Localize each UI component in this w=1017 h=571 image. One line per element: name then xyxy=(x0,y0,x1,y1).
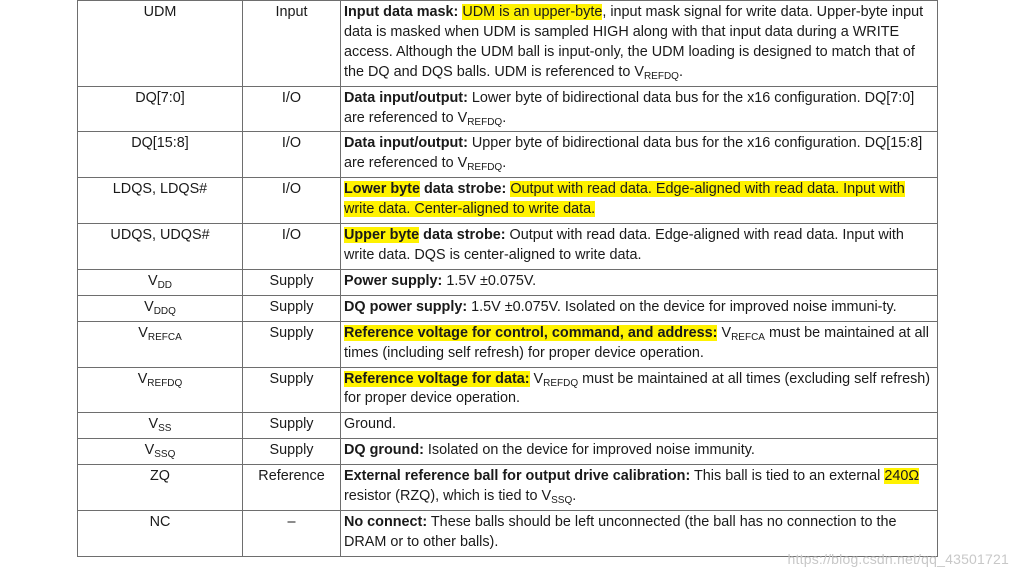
type-cell: I/O xyxy=(243,224,341,270)
symbol-main: V xyxy=(138,324,148,341)
highlight: UDM is an upper-byte xyxy=(462,4,603,20)
description-text: Lower byte of bidirectional data bus for the x16 configuration. DQ[7:0] are referenced to V xyxy=(344,89,915,126)
description-title: Data input/output: xyxy=(344,135,468,152)
description-cell xyxy=(341,439,938,465)
subscript: REFDQ xyxy=(467,162,503,174)
description-text: Upper byte of bidirectional data bus for the x16 configuration. DQ[15:8] are referenced to V xyxy=(344,135,923,172)
symbol-cell xyxy=(78,439,243,465)
table-row xyxy=(78,178,938,224)
description-cell xyxy=(341,295,938,321)
subscript: SSQ xyxy=(551,495,573,507)
type-cell: Supply xyxy=(243,413,341,439)
table-row xyxy=(78,86,938,132)
description-title: Reference voltage for data: xyxy=(344,370,530,387)
description-title: DQ power supply: xyxy=(344,298,468,315)
table-row xyxy=(78,510,938,556)
symbol-cell: ZQ xyxy=(78,465,243,511)
type-cell: – xyxy=(243,510,341,556)
description-text: . xyxy=(502,155,507,172)
subscript: DD xyxy=(157,279,173,291)
description-cell xyxy=(341,86,938,132)
table-row xyxy=(78,132,938,178)
subscript: DDQ xyxy=(153,305,176,317)
type-cell: I/O xyxy=(243,132,341,178)
type-cell: I/O xyxy=(243,86,341,132)
symbol-cell xyxy=(78,321,243,367)
description-cell xyxy=(341,132,938,178)
symbol-cell: LDQS, LDQS# xyxy=(78,178,243,224)
table-row xyxy=(78,439,938,465)
description-cell xyxy=(341,465,938,511)
table-row xyxy=(78,295,938,321)
description-cell xyxy=(341,321,938,367)
pin-description-table xyxy=(77,0,938,557)
description-text: 1.5V ±0.075V. xyxy=(442,272,537,289)
description-text: , input mask signal for write data. Upper-byte input data is masked when UDM is sampled HIGH along with that input data during a WRITE access. Although the UDM ball is input-only, the UDM loading is designed to match that of the DQ and DQS balls. UDM is referenced to V xyxy=(344,4,924,80)
description-text: . xyxy=(572,488,577,505)
symbol-main: V xyxy=(147,272,158,289)
symbol-cell xyxy=(78,367,243,413)
description-title: DQ ground: xyxy=(344,442,424,459)
subscript: REFDQ xyxy=(543,377,579,389)
symbol-main: V xyxy=(148,416,159,433)
description-cell xyxy=(341,510,938,556)
description-title: Input data mask: xyxy=(344,4,459,20)
highlight: Output with read data. Edge-aligned with read data. Input with write data. Center-aligned to write data. xyxy=(344,181,905,218)
description-title: Data input/output: xyxy=(344,89,468,106)
description-title: data strobe: xyxy=(419,181,507,198)
description-cell xyxy=(341,269,938,295)
subscript: REFDQ xyxy=(467,116,503,128)
description-title: data strobe: xyxy=(419,227,506,244)
highlight: Upper byte xyxy=(344,227,420,244)
subscript: SS xyxy=(158,423,172,435)
description-cell xyxy=(341,1,938,87)
watermark: https://blog.csdn.net/qq_43501721 xyxy=(787,551,1009,567)
description-title: External reference ball for output drive calibration: xyxy=(344,468,691,485)
description-cell xyxy=(341,178,938,224)
symbol-main: V xyxy=(144,442,155,459)
symbol-cell xyxy=(78,295,243,321)
symbol-cell: UDQS, UDQS# xyxy=(78,224,243,270)
symbol-main: V xyxy=(137,370,148,387)
description-text: Isolated on the device for improved noise immunity. xyxy=(423,442,755,459)
table-row xyxy=(78,465,938,511)
description-cell xyxy=(341,413,938,439)
description-text: V xyxy=(717,324,732,341)
description-text: Output with read data. Edge-aligned with read data. Input with write data. DQS is center-aligned to write data. xyxy=(344,227,904,263)
description-text: Ground. xyxy=(344,416,396,433)
highlight: Lower byte xyxy=(344,181,420,198)
highlight: 240Ω xyxy=(884,468,920,485)
table-row xyxy=(78,224,938,270)
symbol-cell: DQ[15:8] xyxy=(78,132,243,178)
symbol-cell: UDM xyxy=(78,1,243,87)
symbol-cell: NC xyxy=(78,510,243,556)
type-cell: I/O xyxy=(243,178,341,224)
table-row xyxy=(78,413,938,439)
subscript: REFCA xyxy=(147,331,182,343)
description-cell xyxy=(341,224,938,270)
type-cell: Supply xyxy=(243,269,341,295)
description-text: . xyxy=(502,109,507,126)
description-cell xyxy=(341,367,938,413)
subscript: REFCA xyxy=(731,331,765,343)
type-cell: Input xyxy=(243,1,341,87)
description-title: No connect: xyxy=(344,513,428,530)
description-title: Reference voltage for control, command, and address: xyxy=(344,324,718,341)
description-text: 1.5V ±0.075V. Isolated on the device for improved noise immuni-ty. xyxy=(467,298,897,315)
description-text: This ball is tied to an external xyxy=(690,468,885,485)
symbol-cell xyxy=(78,269,243,295)
type-cell: Supply xyxy=(243,295,341,321)
type-cell: Reference xyxy=(243,465,341,511)
description-text: . xyxy=(678,63,683,80)
type-cell: Supply xyxy=(243,439,341,465)
type-cell: Supply xyxy=(243,367,341,413)
table-row xyxy=(78,321,938,367)
symbol-cell xyxy=(78,413,243,439)
description-text: These balls should be left unconnected (the ball has no connection to the DRAM or to other balls). xyxy=(344,513,897,550)
description-text: must be maintained at all times (excluding self refresh) for proper device operation. xyxy=(344,370,931,407)
description-text: resistor (RZQ), which is tied to V xyxy=(344,488,552,505)
table-row xyxy=(78,269,938,295)
table-row xyxy=(78,367,938,413)
symbol-main: V xyxy=(144,298,154,315)
description-title: Power supply: xyxy=(344,272,443,289)
description-text: V xyxy=(529,370,544,387)
subscript: REFDQ xyxy=(643,70,679,82)
subscript: SSQ xyxy=(154,449,176,461)
description-text: must be maintained at all times (including self refresh) for proper device operation. xyxy=(344,324,929,361)
type-cell: Supply xyxy=(243,321,341,367)
symbol-cell: DQ[7:0] xyxy=(78,86,243,132)
subscript: REFDQ xyxy=(147,377,183,389)
table-row xyxy=(78,1,938,87)
